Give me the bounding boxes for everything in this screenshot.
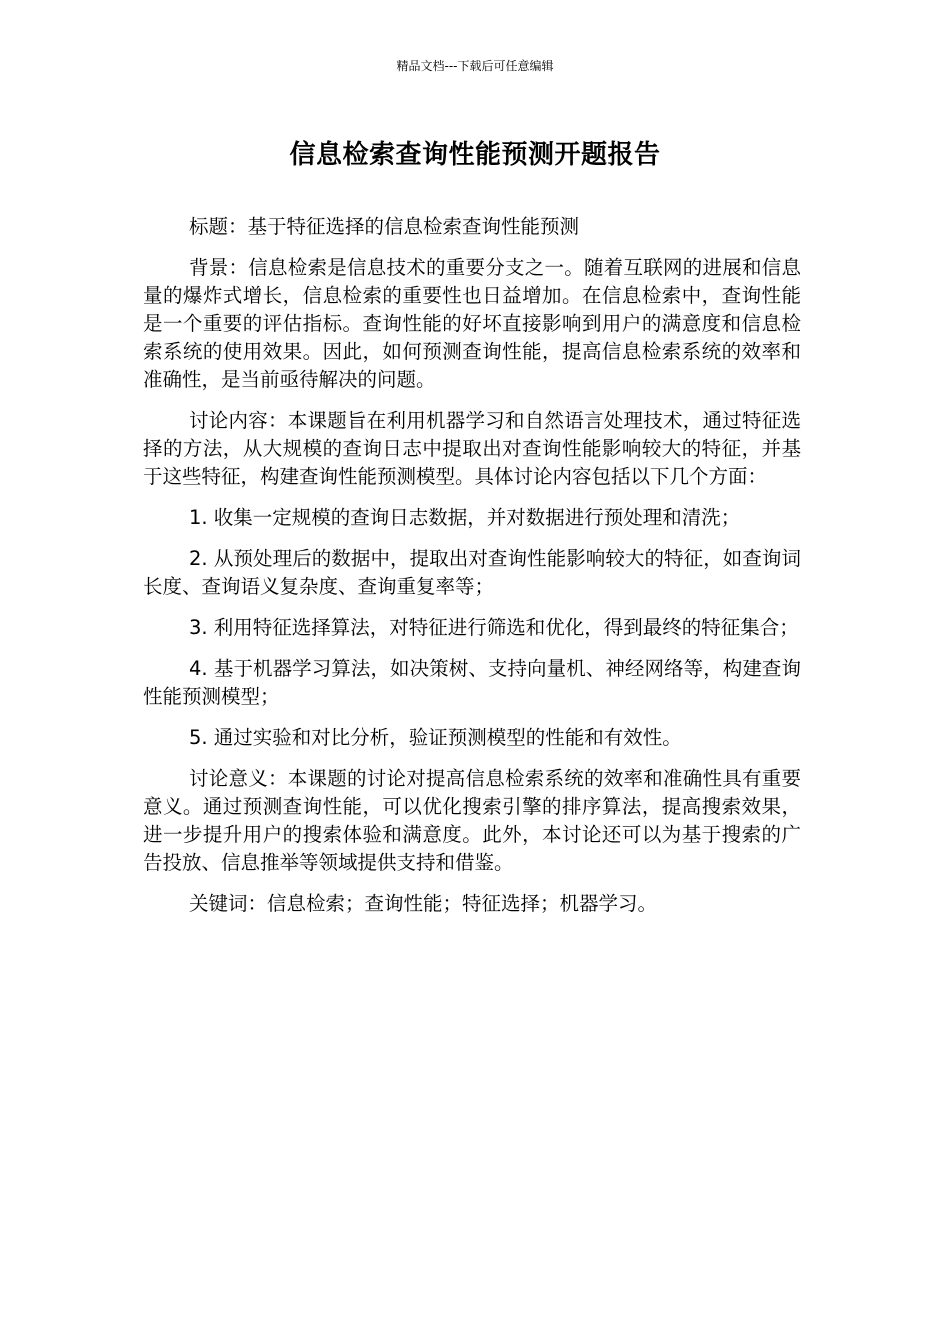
paragraph-significance: 讨论意义：本课题的讨论对提高信息检索系统的效率和准确性具有重要意义。通过预测查询性能，可以优化搜索引擎的排序算法，提高搜索效果，进一步提升用户的搜索体验和满意度。此外，本讨论还可以为基于搜索的广告投放、信息推举等领域提供支持和借鉴。 [143,767,801,874]
list-item-1: 1. 收集一定规模的查询日志数据，并对数据进行预处理和清洗； [189,506,741,529]
list-item-5: 5. 通过实验和对比分析，验证预测模型的性能和有效性。 [189,726,682,749]
paragraph-title-line: 标题：基于特征选择的信息检索查询性能预测 [189,215,580,238]
document-title: 信息检索查询性能预测开题报告 [289,140,661,170]
list-item-4: 4. 基于机器学习算法，如决策树、支持向量机、神经网络等，构建查询性能预测模型； [143,657,801,708]
paragraph-background: 背景：信息检索是信息技术的重要分支之一。随着互联网的进展和信息量的爆炸式增长，信息检索的重要性也日益增加。在信息检索中，查询性能是一个重要的评估指标。查询性能的好坏直接影响到用户的满意度和信息检索系统的使用效果。因此，如何预测查询性能，提高信息检索系统的效率和准确性，是当前亟待解决的问题。 [143,256,801,391]
document-body [143,213,801,931]
page-header-note: 精品文档---下载后可任意编辑 [396,59,554,73]
paragraph-discussion-content: 讨论内容：本课题旨在利用机器学习和自然语言处理技术，通过特征选择的方法，从大规模的查询日志中提取出对查询性能影响较大的特征，并基于这些特征，构建查询性能预测模型。具体讨论内容包括以下几个方面： [143,409,801,488]
list-item-3: 3. 利用特征选择算法，对特征进行筛选和优化，得到最终的特征集合； [189,616,799,639]
list-item-2: 2. 从预处理后的数据中，提取出对查询性能影响较大的特征，如查询词长度、查询语义复杂度、查询重复率等； [143,547,801,598]
paragraph-keywords: 关键词：信息检索；查询性能；特征选择；机器学习。 [189,892,658,915]
